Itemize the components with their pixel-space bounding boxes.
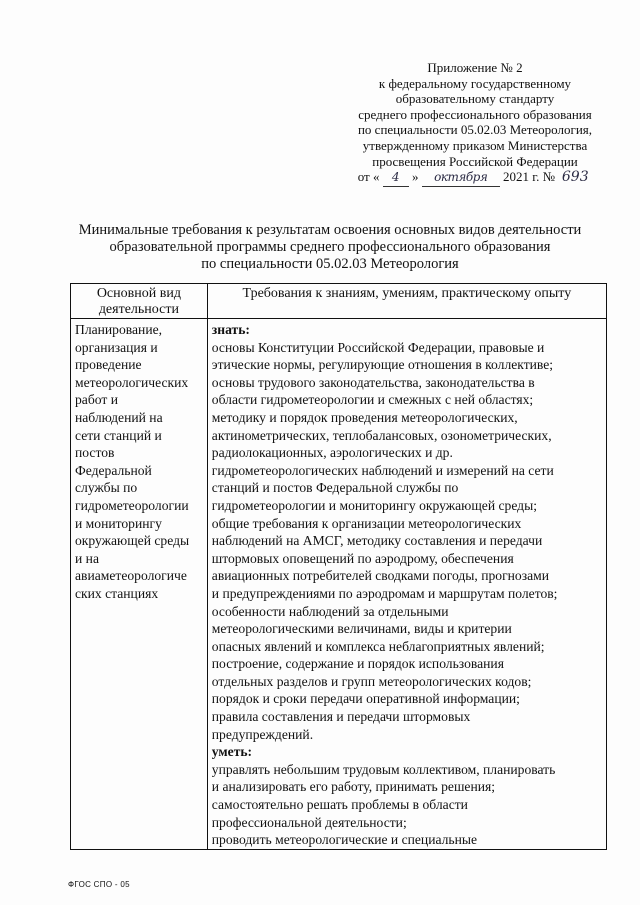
title-line: образовательной программы среднего профессионального образования xyxy=(109,239,551,255)
activity-line: метеорологических xyxy=(75,374,189,390)
know-line: актинометрических, теплобалансовых, озонометрических, xyxy=(211,427,552,443)
know-line: предупреждений. xyxy=(211,726,314,742)
order-number-handwritten: 693 xyxy=(561,169,589,186)
order-prefix: от « xyxy=(357,169,380,185)
skill-label: уметь: xyxy=(211,744,253,760)
know-label: знать: xyxy=(211,322,250,337)
order-month-handwritten: октября xyxy=(422,170,500,187)
know-line: станций и постов Федеральной службы по xyxy=(211,480,459,496)
appendix-line: просвещения Российской Федерации xyxy=(372,153,578,169)
activity-line: постов xyxy=(75,445,115,461)
know-line: этические нормы, регулирующие отношения в коллективе; xyxy=(211,357,554,373)
activity-line: Планирование, xyxy=(75,322,163,337)
order-date-line xyxy=(330,169,620,187)
know-line: особенности наблюдений за отдельными xyxy=(211,603,449,619)
know-line: основы Конституции Российской Федерации, правовые и xyxy=(211,339,545,355)
activity-line: Федеральной xyxy=(75,462,152,478)
activity-line: проведение xyxy=(75,357,142,373)
appendix-line: среднего профессионального образования xyxy=(358,106,592,122)
appendix-line: утвержденному приказом Министерства xyxy=(362,137,588,153)
know-line: метеорологическими величинами, виды и критерии xyxy=(211,621,512,637)
activity-line: службы по xyxy=(75,480,138,496)
know-line: области гидрометеорологии и смежных с ней областях; xyxy=(211,392,534,408)
document-title xyxy=(60,222,600,273)
requirements-cell xyxy=(207,319,606,850)
activity-line: гидрометеорологии xyxy=(75,497,189,513)
header-activity: Основной вид деятельности xyxy=(71,284,208,319)
order-day-handwritten: 4 xyxy=(383,170,409,187)
activity-line: окружающей среды xyxy=(75,533,190,549)
table-row xyxy=(71,319,607,850)
know-line: общие требования к организации метеорологических xyxy=(211,515,522,531)
appendix-line: по специальности 05.02.03 Метеорология, xyxy=(357,122,593,138)
requirements-table xyxy=(70,283,607,850)
activity-line: и мониторингу xyxy=(75,515,162,531)
know-line: отдельных разделов и групп метеорологических кодов; xyxy=(211,673,532,689)
know-line: построение, содержание и порядок использования xyxy=(211,656,504,672)
know-line: авиационных потребителей сводками погоды, прогнозами xyxy=(211,568,549,584)
activity-line: организация и xyxy=(75,339,158,355)
activity-line: авиаметеорологиче xyxy=(75,568,187,584)
activity-line: ских станциях xyxy=(75,585,159,601)
order-year: 2021 г. № xyxy=(502,169,556,185)
skill-line: самостоятельно решать проблемы в области xyxy=(211,797,468,813)
skill-line: проводить метеорологические и специальные xyxy=(211,832,478,848)
skill-line: профессиональной деятельности; xyxy=(211,814,407,830)
know-line: методику и порядок проведения метеорологических, xyxy=(211,409,518,425)
know-line: гидрометеорологических наблюдений и измерений на сети xyxy=(211,462,554,478)
appendix-line: образовательному стандарту xyxy=(395,91,555,107)
activity-line: и на xyxy=(75,550,99,566)
activity-line: работ и xyxy=(75,392,118,408)
know-line: наблюдений на АМСГ, методику составления и передачи xyxy=(211,533,543,549)
know-line: гидрометеорологии и мониторингу окружающей среды; xyxy=(211,497,538,513)
page-footer: ФГОС СПО - 05 xyxy=(68,880,130,889)
header-requirements: Требования к знаниям, умениям, практическому опыту xyxy=(207,284,606,319)
order-mid: » xyxy=(411,169,419,185)
know-line: и предупреждениями по аэродромам и маршрутам полетов; xyxy=(211,585,558,601)
skill-line: управлять небольшим трудовым коллективом, планировать xyxy=(211,761,556,777)
know-line: опасных явлений и комплекса неблагоприятных явлений; xyxy=(211,638,545,654)
know-line: основы трудового законодательства, законодательства в xyxy=(211,374,535,390)
activity-line: сети станций и xyxy=(75,427,162,443)
appendix-line: Приложение № 2 xyxy=(427,60,523,75)
appendix-line: к федеральному государственному xyxy=(378,75,572,91)
activity-line: наблюдений на xyxy=(75,409,163,425)
know-line: правила составления и передачи штормовых xyxy=(211,709,471,725)
skill-line: и анализировать его работу, принимать решения; xyxy=(211,779,496,795)
know-line: штормовых оповещений по аэродрому, обеспечения xyxy=(211,550,514,566)
know-line: порядок и сроки передачи оперативной информации; xyxy=(211,691,520,707)
activity-cell xyxy=(71,319,208,850)
appendix-block xyxy=(330,60,620,187)
table-header-row xyxy=(71,284,607,319)
title-line: Минимальные требования к результатам освоения основных видов деятельности xyxy=(78,222,582,238)
title-line: по специальности 05.02.03 Метеорология xyxy=(201,256,459,272)
know-line: радиолокационных, аэрологических и др. xyxy=(211,445,453,461)
